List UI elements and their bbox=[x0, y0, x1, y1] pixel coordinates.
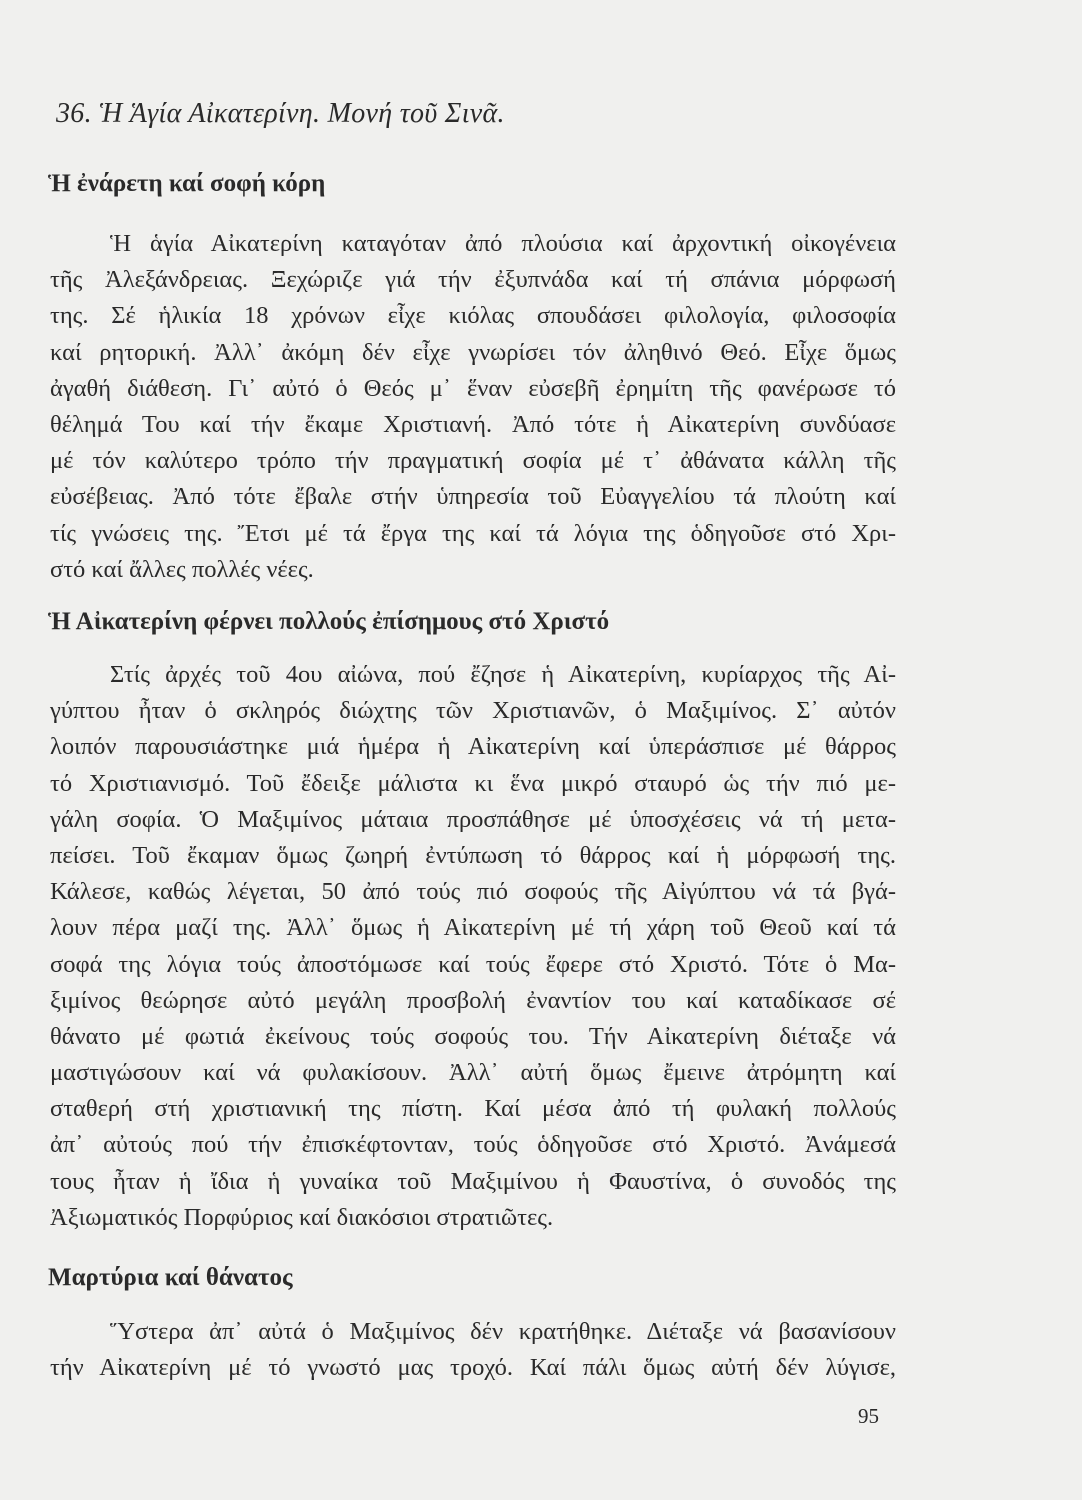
text-line: τίς γνώσεις της. Ἔτσι μέ τά ἔργα της καί τά λόγια της ὁδηγοῦσε στό Χρι- bbox=[50, 519, 896, 547]
text-line: στό καί ἄλλες πολλές νέες. bbox=[50, 555, 314, 583]
text-line: μαστιγώσουν καί νά φυλακίσουν. Ἀλλ᾽ αὐτή ὅμως ἔμεινε ἀτρόμητη καί bbox=[50, 1059, 896, 1087]
text-line: γύπτου ἦταν ὁ σκληρός διώχτης τῶν Χριστιανῶν, ὁ Μαξιμίνος. Σ᾽ αὐτόν bbox=[50, 697, 896, 725]
text-line: ἀγαθή διάθεση. Γι᾽ αὐτό ὁ Θεός μ᾽ ἕναν εὐσεβῆ ἐρημίτη τῆς φανέρωσε τό bbox=[50, 374, 896, 402]
text-line: Ἀξιωματικός Πορφύριος καί διακόσιοι στρατιῶτες. bbox=[50, 1203, 554, 1231]
section-heading-virtuous-maiden: Ἡ ἐνάρετη καί σοφή κόρη bbox=[48, 170, 326, 197]
paragraph-martyrdom bbox=[50, 1314, 896, 1386]
text-line: τους ἦταν ἡ ἴδια ἡ γυναίκα τοῦ Μαξιμίνου ἡ Φαυστίνα, ὁ συνοδός της bbox=[50, 1167, 896, 1195]
text-line: Στίς ἀρχές τοῦ 4ου αἰώνα, πού ἔζησε ἡ Αἰκατερίνη, κυρίαρχος τῆς Αἰ- bbox=[110, 661, 896, 688]
text-line: θάνατο μέ φωτιά ἐκείνους τούς σοφούς του. Τήν Αἰκατερίνη διέταξε νά bbox=[50, 1022, 896, 1050]
text-line: μέ τόν καλύτερο τρόπο τήν πραγματική σοφία μέ τ᾽ ἀθάνατα κάλλη τῆς bbox=[50, 447, 896, 475]
paragraph-virtuous-maiden bbox=[50, 226, 896, 588]
text-line: της. Σέ ἡλικία 18 χρόνων εἶχε κιόλας σπουδάσει φιλολογία, φιλοσοφία bbox=[50, 302, 896, 330]
text-line: σταθερή στή χριστιανική της πίστη. Καί μέσα ἀπό τή φυλακή πολλούς bbox=[50, 1095, 896, 1123]
text-line: λουν πέρα μαζί της. Ἀλλ᾽ ὅμως ἡ Αἰκατερίνη μέ τή χάρη τοῦ Θεοῦ καί τά bbox=[50, 914, 896, 942]
chapter-title: 36. Ἡ Ἁγία Αἰκατερίνη. Μονή τοῦ Σινᾶ. bbox=[56, 98, 505, 129]
text-line: Κάλεσε, καθώς λέγεται, 50 ἀπό τούς πιό σοφούς τῆς Αἰγύπτου νά τά βγά- bbox=[50, 878, 896, 906]
paragraph-brings-officials bbox=[50, 657, 896, 1236]
text-line: ξιμίνος θεώρησε αὐτό μεγάλη προσβολή ἐναντίον του καί καταδίκασε σέ bbox=[50, 986, 896, 1014]
text-line: εὐσέβειας. Ἀπό τότε ἔβαλε στήν ὑπηρεσία τοῦ Εὐαγγελίου τά πλούτη καί bbox=[50, 483, 896, 511]
text-line: θέλημά Του καί τήν ἔκαμε Χριστιανή. Ἀπό τότε ἡ Αἰκατερίνη συνδύασε bbox=[50, 410, 896, 438]
text-line: καί ρητορική. Ἀλλ᾽ ἀκόμη δέν εἶχε γνωρίσει τόν ἀληθινό Θεό. Εἶχε ὅμως bbox=[50, 338, 896, 366]
text-line: γάλη σοφία. Ὁ Μαξιμίνος μάταια προσπάθησε μέ ὑποσχέσεις νά τή μετα- bbox=[50, 805, 896, 833]
page-number: 95 bbox=[858, 1404, 879, 1428]
text-line: Ἡ ἁγία Αἰκατερίνη καταγόταν ἀπό πλούσια καί ἀρχοντική οἰκογένεια bbox=[110, 230, 896, 257]
section-heading-martyrdom: Μαρτύρια καί θάνατος bbox=[48, 1264, 293, 1291]
text-line: τήν Αἰκατερίνη μέ τό γνωστό μας τροχό. Καί πάλι ὅμως αὐτή δέν λύγισε, bbox=[50, 1354, 896, 1382]
text-line: σοφά της λόγια τούς ἀποστόμωσε καί τούς ἔφερε στό Χριστό. Τότε ὁ Μα- bbox=[50, 950, 896, 978]
text-line: λοιπόν παρουσιάστηκε μιά ἡμέρα ἡ Αἰκατερίνη καί ὑπεράσπισε μέ θάρρος bbox=[50, 733, 896, 761]
text-line: τό Χριστιανισμό. Τοῦ ἔδειξε μάλιστα κι ἕνα μικρό σταυρό ὡς τήν πιό με- bbox=[50, 769, 896, 797]
text-line: πείσει. Τοῦ ἔκαμαν ὅμως ζωηρή ἐντύπωση τό θάρρος καί ἡ μόρφωσή της. bbox=[50, 841, 896, 869]
text-line: ἀπ᾽ αὐτούς πού τήν ἐπισκέφτονταν, τούς ὁδηγοῦσε στό Χριστό. Ἀνάμεσά bbox=[50, 1131, 896, 1159]
text-line: Ὕστερα ἀπ᾽ αὐτά ὁ Μαξιμίνος δέν κρατήθηκε. Διέταξε νά βασανίσουν bbox=[110, 1318, 896, 1345]
text-line: τῆς Ἀλεξάνδρειας. Ξεχώριζε γιά τήν ἐξυπνάδα καί τή σπάνια μόρφωσή bbox=[50, 266, 896, 294]
section-heading-brings-officials: Ἡ Αἰκατερίνη φέρνει πολλούς ἐπίσημους στό Χριστό bbox=[48, 608, 610, 635]
